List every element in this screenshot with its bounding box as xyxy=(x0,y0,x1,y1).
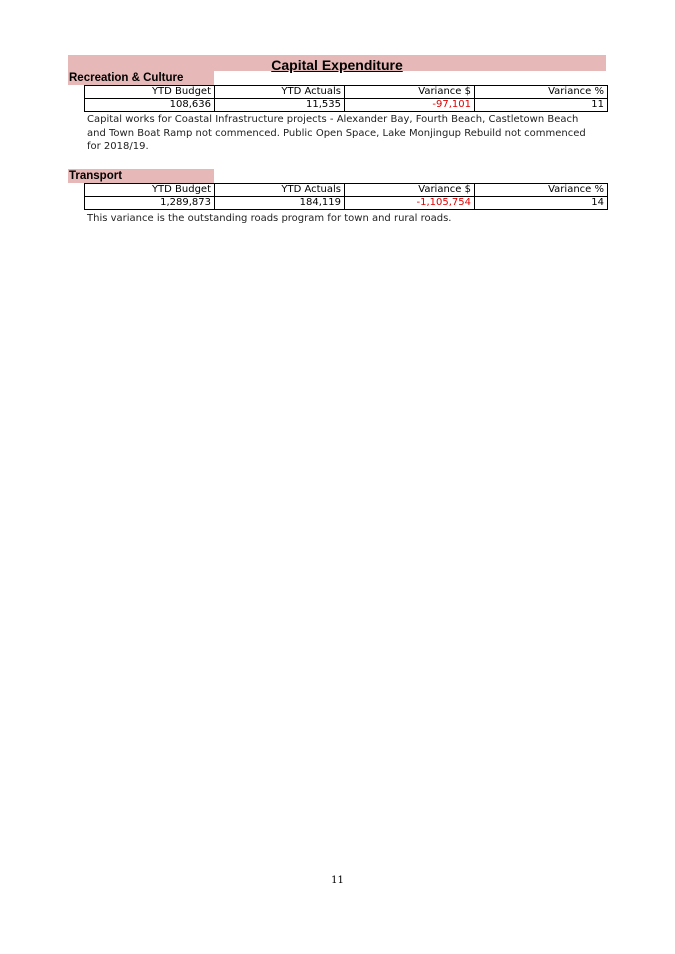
variance-table-recreation-culture xyxy=(84,85,608,112)
col-header-variance-dollar: Variance $ xyxy=(345,184,475,197)
col-header-variance-percent: Variance % xyxy=(475,184,608,197)
variance-note-transport: This variance is the outstanding roads program for town and rural roads. xyxy=(87,213,452,224)
cell-ytd-actuals: 184,119 xyxy=(215,197,345,210)
cell-variance-percent: 11 xyxy=(475,99,608,112)
cell-ytd-budget: 108,636 xyxy=(85,99,215,112)
variance-note-recreation-culture: Capital works for Coastal Infrastructure projects - Alexander Bay, Fourth Beach, Castletown Beach and Town Boat Ramp not commenced. Public Open Space, Lake Monjingup Rebuild not commenced for 2018/19. xyxy=(87,114,586,152)
cell-variance-dollar: -1,105,754 xyxy=(345,197,475,210)
section-title-bar xyxy=(68,55,606,71)
col-header-variance-dollar: Variance $ xyxy=(345,86,475,99)
col-header-ytd-actuals: YTD Actuals xyxy=(215,86,345,99)
table-header-row xyxy=(85,184,608,197)
table-row xyxy=(85,99,608,112)
col-header-variance-percent: Variance % xyxy=(475,86,608,99)
section-label-transport: Transport xyxy=(68,169,214,183)
table-header-row xyxy=(85,86,608,99)
col-header-ytd-budget: YTD Budget xyxy=(85,86,215,99)
cell-ytd-actuals: 11,535 xyxy=(215,99,345,112)
cell-ytd-budget: 1,289,873 xyxy=(85,197,215,210)
col-header-ytd-actuals: YTD Actuals xyxy=(215,184,345,197)
section-label-recreation-culture: Recreation & Culture xyxy=(68,71,214,85)
page-title: Capital Expenditure xyxy=(271,57,403,73)
table-row xyxy=(85,197,608,210)
cell-variance-percent: 14 xyxy=(475,197,608,210)
cell-variance-dollar: -97,101 xyxy=(345,99,475,112)
col-header-ytd-budget: YTD Budget xyxy=(85,184,215,197)
variance-table-transport xyxy=(84,183,608,210)
page-number: 11 xyxy=(331,875,344,886)
